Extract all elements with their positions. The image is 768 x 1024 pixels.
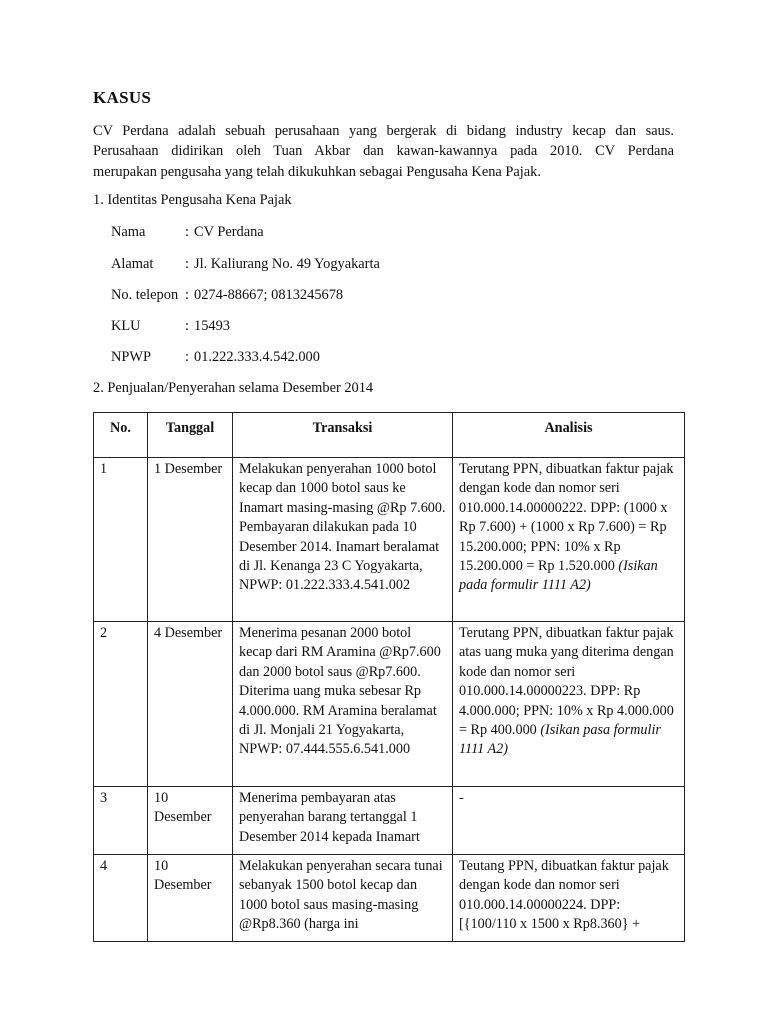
cell-analisis: [453, 855, 685, 942]
analisis-text: Teutang PPN, dibuatkan faktur pajak dengan kode dan nomor seri 010.000.14.00000224. DPP: [{100/110 x 1500 x Rp8.360} +: [459, 858, 669, 933]
table-row: [94, 622, 685, 787]
identity-separator: :: [185, 224, 189, 240]
cell-no: 4: [94, 855, 148, 942]
intro-line: merupakan pengusaha yang telah dikukuhkan sebagai Pengusaha Kena Pajak.: [93, 163, 541, 180]
table-header-row: [94, 413, 685, 458]
identity-label: NPWP: [111, 349, 151, 365]
table-row: [94, 787, 685, 855]
cell-no: 3: [94, 787, 148, 855]
cell-tanggal: 10 Desember: [148, 855, 233, 942]
analisis-text: Terutang PPN, dibuatkan faktur pajak dengan kode dan nomor seri 010.000.14.00000222. DPP: (1000 x Rp 7.600) + (1000 x Rp 7.600) = Rp 15.200.000; PPN: 10% x Rp 15.200.000 = Rp 1.520.000: [459, 461, 674, 575]
analisis-text: -: [459, 790, 464, 806]
section-title-sales: 2. Penjualan/Penyerahan selama Desember 2014: [93, 380, 374, 396]
identity-separator: :: [185, 256, 189, 272]
document-heading: KASUS: [93, 88, 152, 107]
cell-transaksi: Menerima pembayaran atas penyerahan barang tertanggal 1 Desember 2014 kepada Inamart: [233, 787, 453, 855]
header-no: No.: [94, 413, 148, 458]
identity-value: 01.222.333.4.542.000: [194, 349, 320, 365]
intro-line: CV Perdana adalah sebuah perusahaan yang bergerak di bidang industry kecap dan saus.: [93, 123, 674, 139]
table-row: [94, 855, 685, 942]
identity-separator: :: [185, 318, 189, 334]
cell-transaksi: Melakukan penyerahan secara tunai sebanyak 1500 botol kecap dan 1000 botol saus masing-masing @Rp8.360 (harga ini: [233, 855, 453, 942]
analisis-note: (Isikan pasa formulir 1111 A2): [459, 722, 661, 758]
header-analisis: Analisis: [453, 413, 685, 458]
identity-label: No. telepon: [111, 287, 179, 303]
identity-label: Alamat: [111, 256, 154, 272]
identity-separator: :: [185, 349, 189, 365]
identity-value: CV Perdana: [194, 224, 264, 240]
cell-no: 1: [94, 458, 148, 622]
header-tanggal: Tanggal: [148, 413, 233, 458]
intro-line: Perusahaan didirikan oleh Tuan Akbar dan kawan-kawannya pada 2010. CV Perdana: [93, 143, 674, 160]
cell-analisis: [453, 622, 685, 787]
transactions-table: [93, 412, 685, 942]
analisis-note: (Isikan pada formulir 1111 A2): [459, 558, 658, 594]
cell-analisis: [453, 787, 685, 855]
header-transaksi: Transaksi: [233, 413, 453, 458]
cell-analisis: [453, 458, 685, 622]
intro-paragraph: [93, 121, 674, 182]
identity-label: KLU: [111, 318, 141, 334]
identity-value: 15493: [194, 318, 230, 334]
cell-transaksi: Menerima pesanan 2000 botol kecap dari RM Aramina @Rp7.600 dan 2000 botol saus @Rp7.600. Diterima uang muka sebesar Rp 4.000.000. RM Aramina beralamat di Jl. Monjali 21 Yogyakarta, NPWP: 07.444.555.6.541.000: [233, 622, 453, 787]
section-title-identity: 1. Identitas Pengusaha Kena Pajak: [93, 192, 292, 208]
identity-value: Jl. Kaliurang No. 49 Yogyakarta: [194, 256, 380, 272]
cell-no: 2: [94, 622, 148, 787]
cell-tanggal: 10 Desember: [148, 787, 233, 855]
identity-separator: :: [185, 287, 189, 303]
identity-label: Nama: [111, 224, 146, 240]
cell-tanggal: 1 Desember: [148, 458, 233, 622]
analisis-text: Terutang PPN, dibuatkan faktur pajak atas uang muka yang diterima dengan kode dan nomor seri 010.000.14.00000223. DPP: Rp 4.000.000; PPN: 10% x Rp 4.000.000 = Rp 400.000: [459, 625, 674, 739]
cell-transaksi: Melakukan penyerahan 1000 botol kecap dan 1000 botol saus ke Inamart masing-masing @Rp 7.600. Pembayaran dilakukan pada 10 Desember 2014. Inamart beralamat di Jl. Kenanga 23 C Yogyakarta, NPWP: 01.222.333.4.541.002: [233, 458, 453, 622]
table-row: [94, 458, 685, 622]
identity-value: 0274-88667; 0813245678: [194, 287, 344, 303]
cell-tanggal: 4 Desember: [148, 622, 233, 787]
